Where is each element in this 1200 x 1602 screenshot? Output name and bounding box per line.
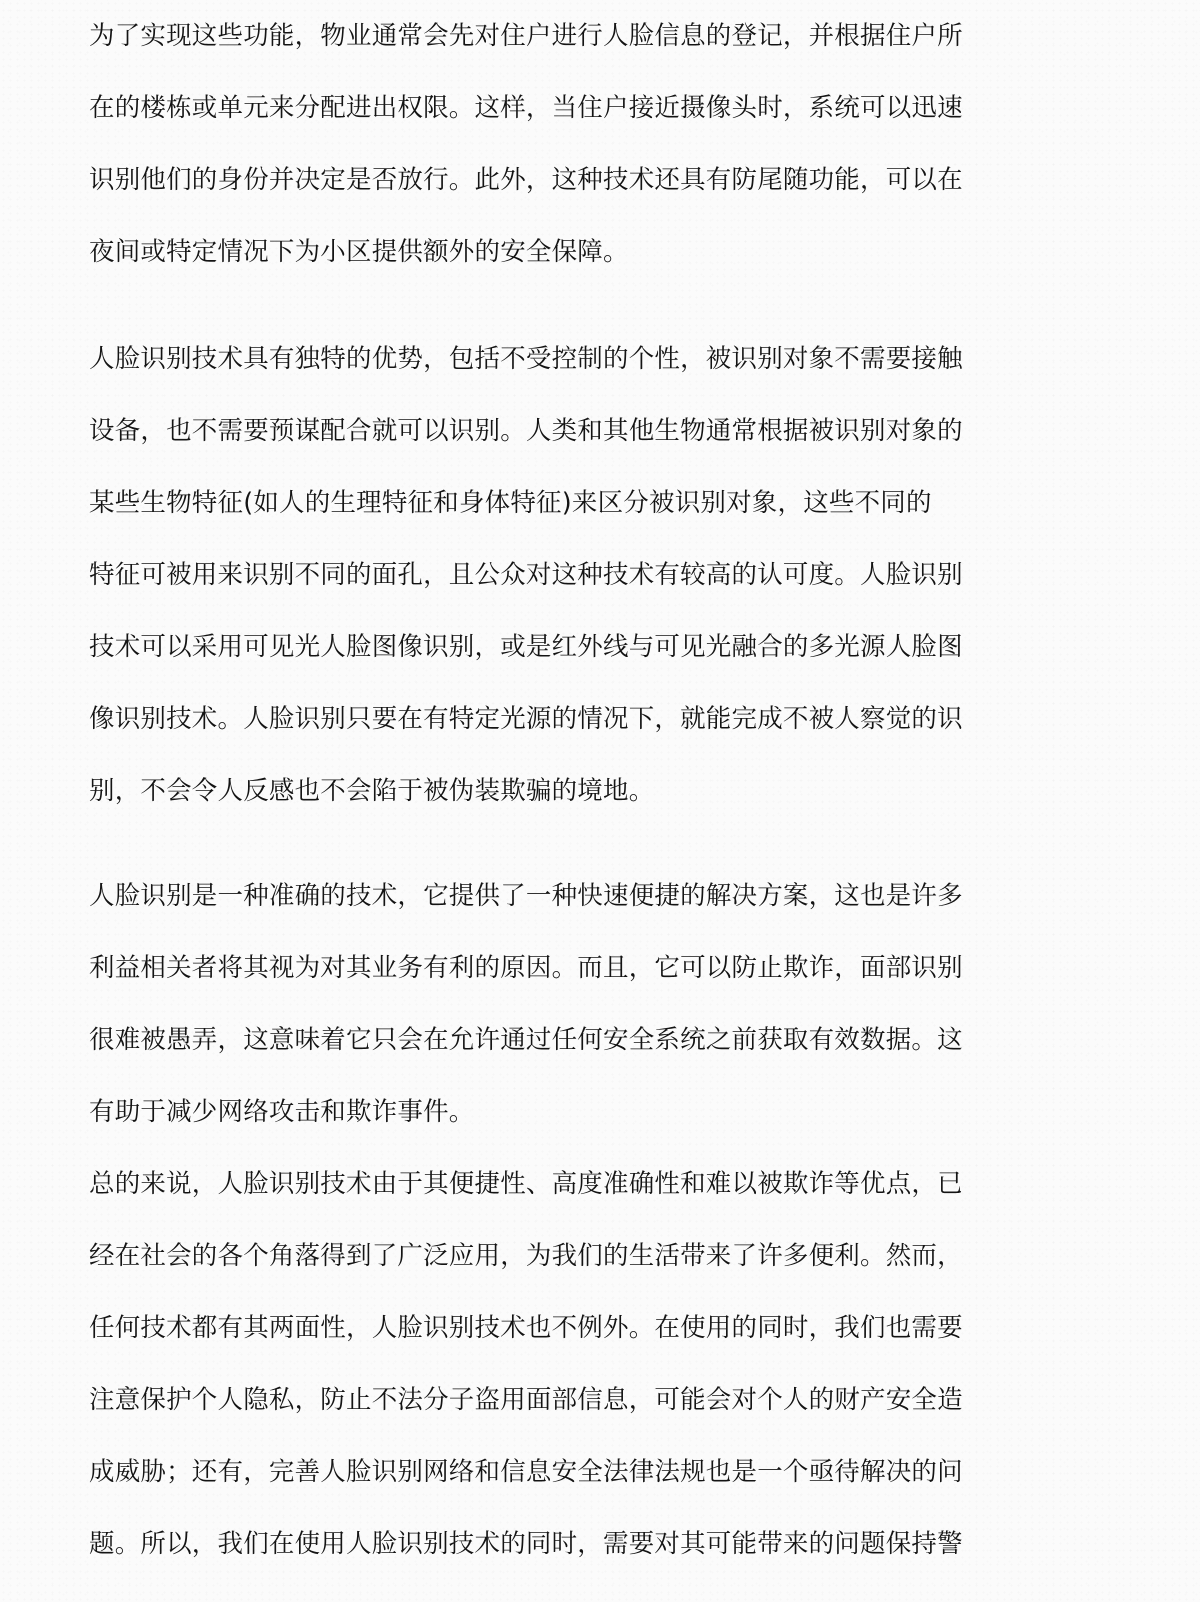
text-line: 特征可被用来识别不同的面孔，且公众对这种技术有较高的认可度。人脸识别 — [89, 560, 963, 590]
text-line: 识别他们的身份并决定是否放行。此外，这种技术还具有防尾随功能，可以在 — [89, 165, 963, 195]
text-line: 注意保护个人隐私，防止不法分子盗用面部信息，可能会对个人的财产安全造 — [89, 1385, 963, 1415]
text-line: 设备，也不需要预谋配合就可以识别。人类和其他生物通常根据被识别对象的 — [89, 416, 963, 446]
text-line: 成威胁；还有，完善人脸识别网络和信息安全法律法规也是一个亟待解决的问 — [89, 1457, 963, 1487]
text-line: 在的楼栋或单元来分配进出权限。这样，当住户接近摄像头时，系统可以迅速 — [89, 93, 963, 123]
text-line: 像识别技术。人脸识别只要在有特定光源的情况下，就能完成不被人察觉的识 — [89, 704, 963, 734]
text-line: 人脸识别技术具有独特的优势，包括不受控制的个性，被识别对象不需要接触 — [89, 344, 963, 374]
text-line: 为了实现这些功能，物业通常会先对住户进行人脸信息的登记，并根据住户所 — [89, 21, 963, 51]
text-line: 总的来说，人脸识别技术由于其便捷性、高度准确性和难以被欺诈等优点，已 — [89, 1169, 963, 1199]
text-line: 人脸识别是一种准确的技术，它提供了一种快速便捷的解决方案，这也是许多 — [89, 881, 963, 911]
text-line: 技术可以采用可见光人脸图像识别，或是红外线与可见光融合的多光源人脸图 — [89, 632, 963, 662]
text-line: 夜间或特定情况下为小区提供额外的安全保障。 — [89, 237, 629, 267]
text-line: 有助于减少网络攻击和欺诈事件。 — [89, 1097, 475, 1127]
text-line: 很难被愚弄，这意味着它只会在允许通过任何安全系统之前获取有效数据。这 — [89, 1025, 963, 1055]
text-line: 经在社会的各个角落得到了广泛应用，为我们的生活带来了许多便利。然而， — [89, 1241, 963, 1271]
text-line: 题。所以，我们在使用人脸识别技术的同时，需要对其可能带来的问题保持警 — [89, 1529, 963, 1559]
text-line: 某些生物特征(如人的生理特征和身体特征)来区分被识别对象，这些不同的 — [89, 488, 932, 518]
text-line: 利益相关者将其视为对其业务有利的原因。而且，它可以防止欺诈，面部识别 — [89, 953, 963, 983]
text-line: 任何技术都有其两面性，人脸识别技术也不例外。在使用的同时，我们也需要 — [89, 1313, 963, 1343]
text-line: 别，不会令人反感也不会陷于被伪装欺骗的境地。 — [89, 776, 655, 806]
